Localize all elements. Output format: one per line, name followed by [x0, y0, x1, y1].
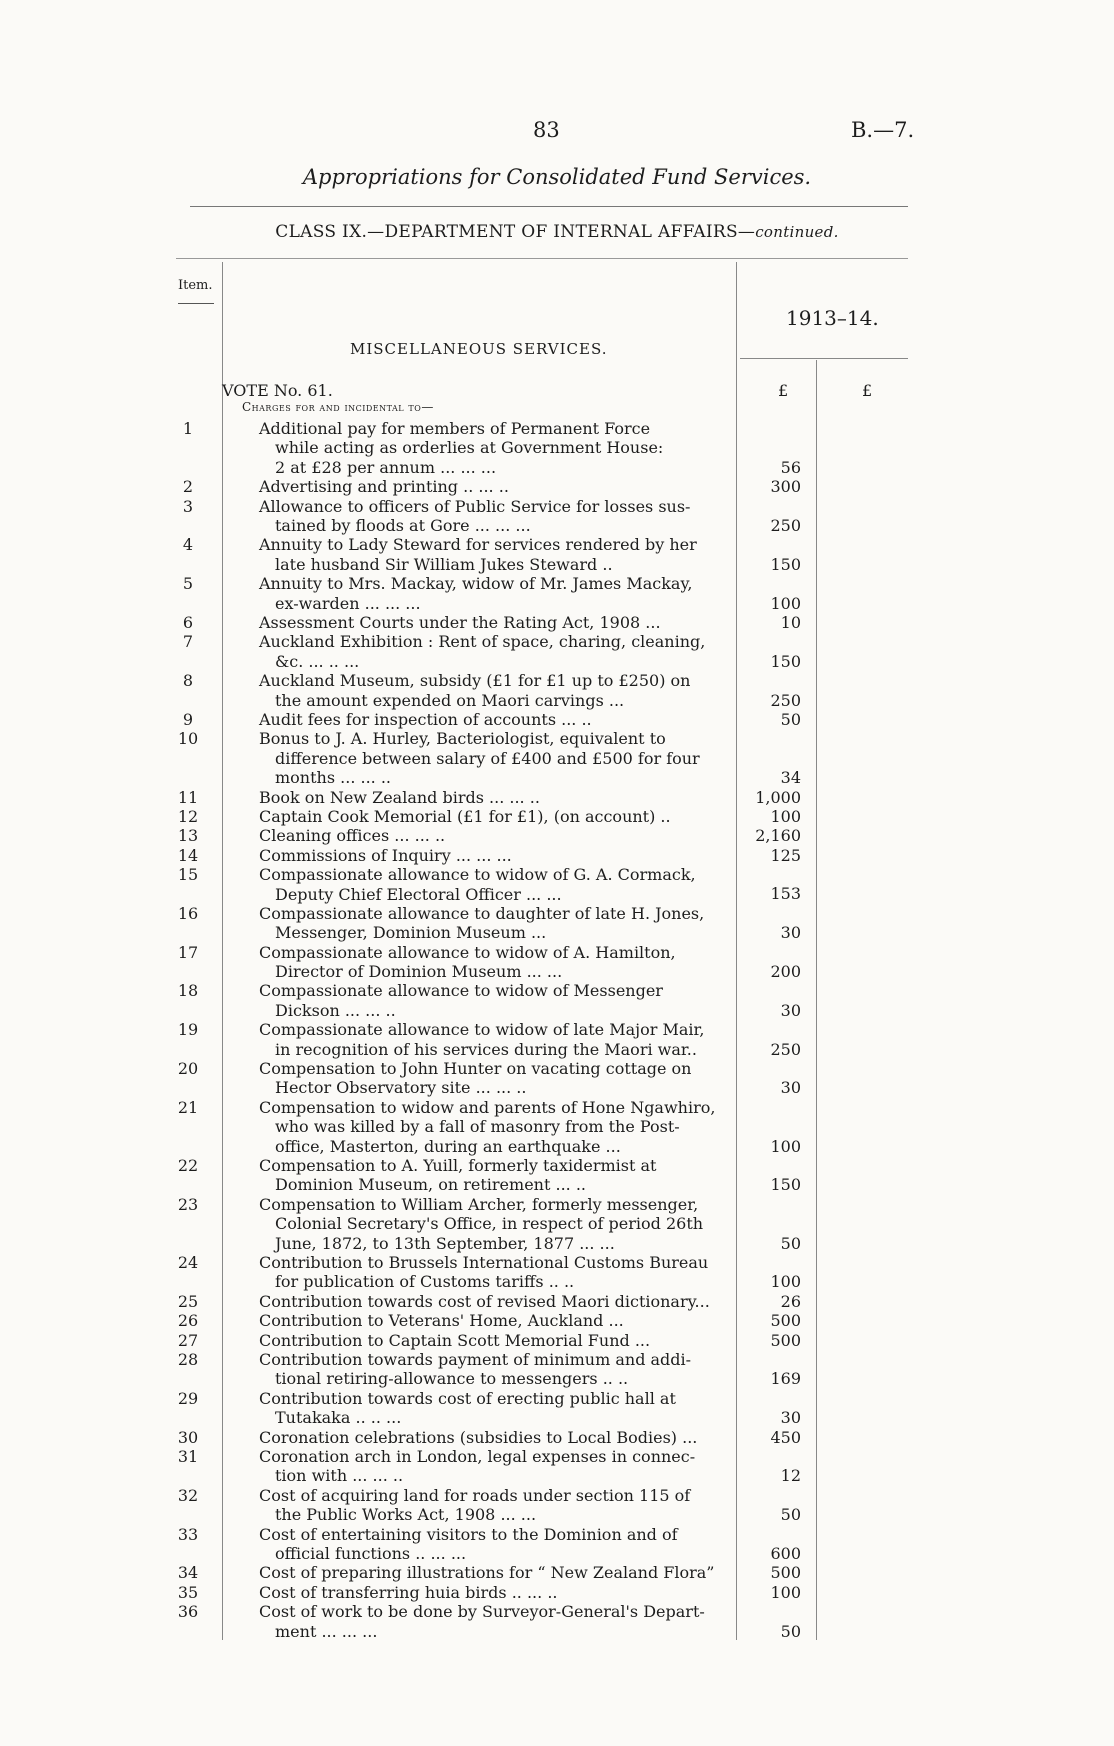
item-number: 17 [177, 942, 199, 962]
item-amount: 30 [780, 1078, 801, 1098]
table-row [0, 1525, 1114, 1564]
item-number: 36 [177, 1602, 199, 1622]
description-line: Auckland Museum, subsidy (£1 for £1 up to £250) on [259, 671, 691, 691]
description-line: Commissions of Inquiry ... ... ... [259, 845, 512, 865]
item-number: 27 [177, 1330, 199, 1350]
item-number: 22 [177, 1156, 199, 1176]
description-line: Compensation to widow and parents of Hone Ngawhiro, [259, 1097, 716, 1117]
items-list [0, 419, 1114, 1641]
table-row [0, 904, 1114, 943]
page-heading: Appropriations for Consolidated Fund Services. [302, 165, 812, 189]
table-row [0, 632, 1114, 671]
item-amount: 169 [770, 1369, 801, 1389]
year-header-rule [740, 358, 908, 359]
item-number: 29 [177, 1388, 199, 1408]
table-row [0, 1292, 1114, 1311]
item-description [259, 1602, 727, 1641]
currency-column-1: £ [778, 381, 789, 400]
item-description [259, 1156, 727, 1195]
item-number: 20 [177, 1059, 199, 1079]
item-description [259, 981, 727, 1020]
description-line: Contribution towards cost of erecting public hall at [259, 1388, 676, 1408]
description-line: months ... ... .. [275, 768, 391, 788]
item-description [259, 729, 727, 787]
table-row [0, 574, 1114, 613]
table-row [0, 613, 1114, 632]
table-row [0, 981, 1114, 1020]
item-amount: 50 [780, 1505, 801, 1525]
description-line: Coronation celebrations (subsidies to Local Bodies) ... [259, 1427, 698, 1447]
item-description [259, 1389, 727, 1428]
item-amount: 500 [770, 1330, 801, 1350]
description-line: Coronation arch in London, legal expenses in connec- [259, 1447, 696, 1466]
description-line: Captain Cook Memorial (£1 for £1), (on account) .. [259, 806, 671, 826]
item-description [259, 865, 727, 904]
description-line: while acting as orderlies at Government House: [275, 438, 664, 458]
table-row [0, 1602, 1114, 1641]
description-line: late husband Sir William Jukes Steward .. [275, 554, 613, 574]
description-line: Annuity to Lady Steward for services rendered by her [259, 535, 697, 555]
table-row [0, 1486, 1114, 1525]
item-description [259, 1583, 727, 1602]
item-description [259, 477, 727, 496]
description-line: Compassionate allowance to widow of late Major Mair, [259, 1020, 705, 1040]
item-amount: 153 [770, 884, 801, 904]
description-line: the Public Works Act, 1908 ... ... [275, 1505, 537, 1525]
page-reference: B.—7. [851, 118, 915, 142]
item-number: 12 [177, 806, 199, 826]
table-row [0, 1059, 1114, 1098]
item-description [259, 807, 727, 826]
item-number: 7 [182, 632, 194, 652]
item-amount: 50 [780, 709, 801, 729]
item-amount: 1,000 [755, 787, 801, 807]
item-number: 32 [177, 1485, 199, 1505]
item-amount: 100 [770, 1136, 801, 1156]
description-line: 2 at £28 per annum ... ... ... [275, 457, 497, 477]
table-row [0, 497, 1114, 536]
item-number: 33 [177, 1524, 199, 1544]
item-column-header: Item. [178, 278, 213, 293]
item-number: 34 [177, 1563, 199, 1583]
item-description [259, 1563, 727, 1582]
item-description [259, 419, 727, 477]
item-number: 15 [177, 865, 199, 885]
item-amount: 2,160 [755, 826, 801, 846]
description-line: Compassionate allowance to widow of G. A. Cormack, [259, 865, 696, 885]
description-line: in recognition of his services during the Maori war.. [275, 1039, 697, 1059]
item-amount: 50 [780, 1233, 801, 1253]
item-description [259, 1292, 727, 1311]
item-amount: 34 [780, 768, 801, 788]
table-row [0, 1331, 1114, 1350]
item-amount: 450 [770, 1427, 801, 1447]
item-number: 1 [182, 419, 194, 438]
item-number: 6 [182, 612, 194, 632]
item-description [259, 1486, 727, 1525]
item-number: 23 [177, 1194, 199, 1214]
table-row [0, 535, 1114, 574]
item-amount: 56 [780, 457, 801, 477]
description-line: ex-warden ... ... ... [275, 593, 421, 613]
item-description [259, 1525, 727, 1564]
description-line: Compassionate allowance to daughter of late H. Jones, [259, 903, 705, 923]
item-number: 24 [177, 1253, 199, 1273]
description-line: Dominion Museum, on retirement ... .. [275, 1175, 586, 1195]
item-amount: 600 [770, 1543, 801, 1563]
item-number: 28 [177, 1350, 199, 1370]
description-line: Auckland Exhibition : Rent of space, charing, cleaning, [259, 632, 706, 652]
description-line: Colonial Secretary's Office, in respect of period 26th [275, 1214, 704, 1234]
table-row [0, 1253, 1114, 1292]
description-line: official functions .. ... ... [275, 1544, 467, 1563]
item-number: 3 [182, 496, 194, 516]
item-number: 18 [177, 981, 199, 1001]
table-row [0, 1583, 1114, 1602]
table-row [0, 1156, 1114, 1195]
class-title-main: CLASS IX.—DEPARTMENT OF INTERNAL AFFAIRS— [275, 222, 756, 242]
item-number: 5 [182, 574, 194, 594]
table-row [0, 671, 1114, 710]
item-number: 8 [182, 671, 194, 691]
description-line: Contribution towards cost of revised Maori dictionary... [259, 1291, 710, 1311]
item-description [259, 826, 727, 845]
item-amount: 100 [770, 1582, 801, 1602]
item-number: 35 [177, 1582, 199, 1602]
description-line: Tutakaka .. .. ... [275, 1408, 402, 1428]
table-row [0, 1098, 1114, 1156]
vote-label: VOTE No. 61. [222, 381, 333, 400]
item-amount: 50 [780, 1621, 801, 1641]
item-description [259, 535, 727, 574]
description-line: Cost of transferring huia birds .. ... .. [259, 1582, 558, 1602]
item-amount: 500 [770, 1563, 801, 1583]
item-header-rule [178, 303, 214, 304]
item-number: 10 [177, 729, 199, 749]
table-row [0, 1447, 1114, 1486]
table-row [0, 1195, 1114, 1253]
item-description [259, 1098, 727, 1156]
item-description [259, 1253, 727, 1292]
class-title [0, 222, 1114, 242]
description-line: office, Masterton, during an earthquake ... [275, 1136, 621, 1156]
item-number: 26 [177, 1311, 199, 1331]
item-number: 14 [177, 845, 199, 865]
table-row [0, 710, 1114, 729]
description-line: the amount expended on Maori carvings ... [275, 690, 625, 710]
table-row [0, 826, 1114, 845]
year-column-header: 1913–14. [786, 306, 879, 330]
item-number: 9 [182, 709, 194, 729]
description-line: Assessment Courts under the Rating Act, 1908 ... [259, 612, 661, 632]
item-number: 21 [177, 1097, 199, 1117]
description-line: Additional pay for members of Permanent Force [259, 419, 651, 438]
item-amount: 12 [780, 1466, 801, 1486]
item-amount: 250 [770, 1039, 801, 1059]
description-line: tional retiring-allowance to messengers .. .. [275, 1369, 629, 1389]
description-line: Compensation to John Hunter on vacating cottage on [259, 1059, 692, 1079]
table-row [0, 1350, 1114, 1389]
item-amount: 200 [770, 962, 801, 982]
currency-column-2: £ [862, 381, 873, 400]
description-line: Compensation to William Archer, formerly messenger, [259, 1194, 699, 1214]
item-amount: 100 [770, 593, 801, 613]
description-line: &c. ... .. ... [275, 651, 360, 671]
item-amount: 250 [770, 690, 801, 710]
page-number: 83 [533, 118, 560, 142]
class-title-suffix: continued. [755, 223, 839, 241]
item-description [259, 632, 727, 671]
description-line: Contribution to Veterans' Home, Auckland ... [259, 1311, 624, 1331]
table-row [0, 729, 1114, 787]
table-row [0, 1020, 1114, 1059]
item-description [259, 574, 727, 613]
item-amount: 10 [780, 612, 801, 632]
item-description [259, 671, 727, 710]
description-line: Contribution to Brussels International Customs Bureau [259, 1253, 709, 1273]
item-number: 13 [177, 826, 199, 846]
description-line: Cost of preparing illustrations for “ New Zealand Flora” [259, 1563, 715, 1583]
description-line: who was killed by a fall of masonry from the Post- [275, 1117, 680, 1137]
item-amount: 250 [770, 515, 801, 535]
description-line: Compassionate allowance to widow of A. Hamilton, [259, 942, 676, 962]
table-row [0, 846, 1114, 865]
description-line: Compensation to A. Yuill, formerly taxidermist at [259, 1156, 657, 1176]
table-row [0, 1389, 1114, 1428]
table-row [0, 788, 1114, 807]
item-amount: 150 [770, 554, 801, 574]
description-line: Contribution towards payment of minimum and addi- [259, 1350, 692, 1370]
description-line: tion with ... ... .. [275, 1466, 404, 1486]
section-title: MISCELLANEOUS SERVICES. [350, 340, 608, 358]
item-description [259, 1350, 727, 1389]
description-line: Audit fees for inspection of accounts ... .. [259, 709, 592, 729]
item-amount: 500 [770, 1311, 801, 1331]
description-line: Cost of entertaining visitors to the Dominion and of [259, 1524, 678, 1544]
description-line: Compassionate allowance to widow of Messenger [259, 981, 663, 1001]
table-row [0, 943, 1114, 982]
item-amount: 26 [780, 1291, 801, 1311]
description-line: Bonus to J. A. Hurley, Bacteriologist, equivalent to [259, 729, 666, 749]
item-description [259, 943, 727, 982]
item-number: 2 [182, 477, 194, 497]
heading-rule [190, 206, 908, 207]
item-description [259, 613, 727, 632]
description-line: Director of Dominion Museum ... ... [275, 962, 563, 982]
description-line: Dickson ... ... .. [275, 1000, 396, 1020]
item-number: 31 [177, 1447, 199, 1466]
item-number: 11 [177, 787, 199, 807]
description-line: Allowance to officers of Public Service for losses sus- [259, 496, 691, 516]
item-description [259, 1428, 727, 1447]
table-row [0, 419, 1114, 477]
item-description [259, 1195, 727, 1253]
item-amount: 100 [770, 1272, 801, 1292]
item-description [259, 788, 727, 807]
description-line: for publication of Customs tariffs .. .. [275, 1272, 575, 1292]
description-line: Annuity to Mrs. Mackay, widow of Mr. James Mackay, [259, 574, 693, 594]
item-amount: 150 [770, 1175, 801, 1195]
description-line: Cost of work to be done by Surveyor-General's Depart- [259, 1602, 705, 1622]
item-number: 4 [182, 535, 194, 555]
class-title-rule [176, 258, 908, 259]
item-number: 16 [177, 903, 199, 923]
description-line: Hector Observatory site ... ... .. [275, 1078, 527, 1098]
table-row [0, 1428, 1114, 1447]
item-description [259, 1020, 727, 1059]
description-line: Cost of acquiring land for roads under section 115 of [259, 1485, 691, 1505]
table-row [0, 1563, 1114, 1582]
item-description [259, 1311, 727, 1330]
item-description [259, 497, 727, 536]
description-line: Advertising and printing .. ... .. [259, 477, 509, 497]
item-number: 19 [177, 1020, 199, 1040]
description-line: tained by floods at Gore ... ... ... [275, 515, 531, 535]
item-amount: 30 [780, 923, 801, 943]
item-amount: 30 [780, 1408, 801, 1428]
description-line: difference between salary of £400 and £500 for four [275, 748, 700, 768]
description-line: June, 1872, to 13th September, 1877 ... ... [275, 1233, 615, 1253]
description-line: Deputy Chief Electoral Officer ... ... [275, 884, 562, 904]
description-line: Cleaning offices ... ... .. [259, 826, 446, 846]
item-amount: 300 [770, 477, 801, 497]
item-description [259, 710, 727, 729]
table-row [0, 865, 1114, 904]
item-amount: 30 [780, 1000, 801, 1020]
table-row [0, 1311, 1114, 1330]
item-description [259, 904, 727, 943]
description-line: Contribution to Captain Scott Memorial Fund ... [259, 1330, 651, 1350]
table-row [0, 807, 1114, 826]
description-line: Messenger, Dominion Museum ... [275, 923, 547, 943]
description-line: ment ... ... ... [275, 1621, 378, 1641]
item-description [259, 1059, 727, 1098]
charges-heading: Charges for and incidental to— [242, 400, 434, 414]
item-description [259, 846, 727, 865]
item-amount: 100 [770, 806, 801, 826]
table-row [0, 477, 1114, 496]
item-description [259, 1331, 727, 1350]
item-description [259, 1447, 727, 1486]
item-number: 25 [177, 1291, 199, 1311]
item-amount: 150 [770, 651, 801, 671]
item-number: 30 [177, 1427, 199, 1447]
description-line: Book on New Zealand birds ... ... .. [259, 787, 540, 807]
item-amount: 125 [770, 845, 801, 865]
